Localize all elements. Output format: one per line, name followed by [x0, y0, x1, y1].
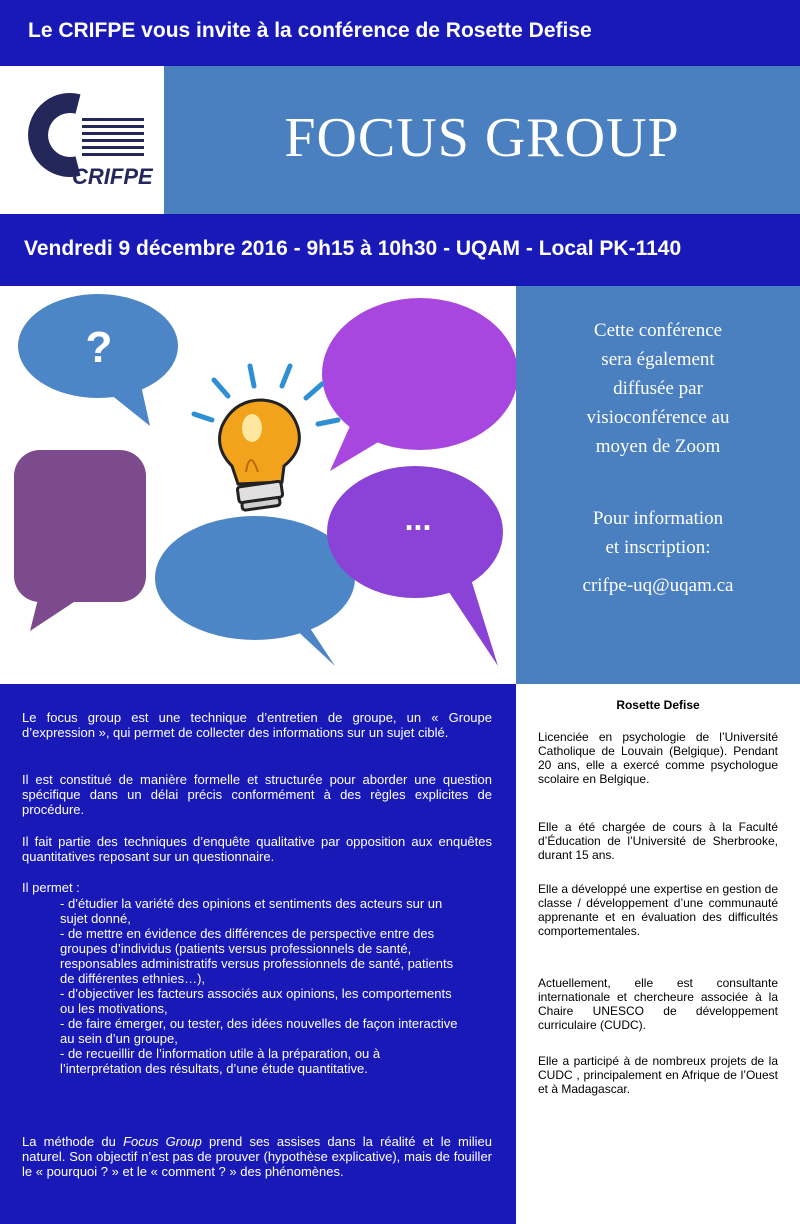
contact-line-1: Pour information	[592, 508, 724, 529]
list-item: - d’objectiver les facteurs associés aux opinions, les comportements ou les motivations,	[60, 986, 452, 1016]
bio-paragraph-projects: Elle a participé à de nombreux projets de la CUDC , principalement en Afrique de l’Ouest et à Madagascar.	[538, 1054, 778, 1096]
permet-heading: Il permet :	[22, 880, 80, 895]
crifpe-logo-text: CRIFPE	[72, 164, 153, 189]
contact-line-2: et inscription:	[605, 537, 711, 558]
bio-paragraph-expertise: Elle a développé une expertise en gestion de classe / développement d’une communauté apprenante et en évaluation des difficultés comportementales.	[538, 882, 778, 938]
info-panel	[516, 286, 800, 684]
ellipsis-text: ...	[404, 501, 432, 537]
zoom-line-5: moyen de Zoom	[595, 436, 721, 457]
speaker-name: Rosette Defise	[616, 698, 700, 712]
description-panel	[0, 684, 516, 1224]
blue-bottom-bubble	[155, 516, 355, 640]
event-date-location: Vendredi 9 décembre 2016 - 9h15 à 10h30 - UQAM - Local PK-1140	[24, 237, 682, 260]
date-bar	[0, 214, 800, 286]
speaker-bio-panel	[516, 684, 800, 1224]
bio-paragraph-teaching: Elle a été chargée de cours à la Faculté d’Éducation de l’Université de Sherbrooke, durant 15 ans.	[538, 820, 778, 862]
question-mark: ?	[85, 323, 113, 372]
list-item: - de recueillir de l’information utile à la préparation, ou à l’interprétation des résultats, d’une étude quantitative.	[60, 1046, 381, 1076]
method-text-emphasis: Focus Group	[123, 1134, 202, 1149]
contact-email-link[interactable]: crifpe-uq@uqam.ca	[582, 575, 734, 596]
top-banner	[0, 0, 800, 66]
benefits-list	[60, 896, 460, 1076]
bio-paragraph-current: Actuellement, elle est consultante internationale et chercheure associée à la Chaire UNESCO de développement curriculaire (CUDC).	[538, 976, 778, 1032]
method-text-end: prend ses assises dans la réalité et le milieu naturel. Son objectif n’est pas de prouver (hypothèse explicative), mais de fouiller le « pourquoi ? » et le « comment ? » des phénomènes.	[22, 1134, 492, 1179]
zoom-line-2: sera également	[601, 349, 715, 370]
zoom-line-3: diffusée par	[613, 378, 703, 399]
invitation-heading: Le CRIFPE vous invite à la conférence de Rosette Defise	[28, 19, 592, 42]
speech-bubbles-illustration	[0, 286, 516, 684]
crifpe-logo-graphic	[0, 66, 164, 214]
lightbulb-icon	[194, 366, 338, 510]
list-item: - de faire émerger, ou tester, des idées nouvelles de façon interactive au sein d’un groupe,	[60, 1016, 458, 1046]
bio-paragraph-education: Licenciée en psychologie de l’Université Catholique de Louvain (Belgique). Pendant 20 ans, elle a exercé comme psychologue scolaire en Belgique.	[538, 730, 778, 786]
list-item: - de mettre en évidence des différences de perspective entre des groupes d’individus (patients versus professionnels de santé, responsables administratifs versus professionnels de santé, patients de différentes ethnies…),	[60, 926, 454, 986]
title-panel	[164, 66, 800, 214]
plum-bubble	[14, 450, 146, 602]
method-text-start: La méthode du	[22, 1134, 124, 1149]
page-title: FOCUS GROUP	[284, 107, 680, 169]
speech-bubbles-graphic	[0, 286, 516, 684]
zoom-line-4: visioconférence au	[586, 407, 730, 428]
paragraph-structure: Il est constitué de manière formelle et structurée pour aborder une question spécifique dans un délai précis conformément à des règles explicites de procédure.	[22, 772, 492, 817]
crifpe-logo	[0, 66, 164, 214]
list-item: - d’étudier la variété des opinions et sentiments des acteurs sur un sujet donné,	[60, 896, 443, 926]
paragraph-definition: Le focus group est une technique d’entretien de groupe, un « Groupe d’expression », qui permet de collecter des informations sur un sujet ciblé.	[22, 710, 492, 740]
paragraph-method	[22, 1134, 492, 1179]
paragraph-qualitative: Il fait partie des techniques d’enquête qualitative par opposition aux enquêtes quantitatives reposant sur un questionnaire.	[22, 834, 492, 864]
zoom-line-1: Cette conférence	[593, 320, 723, 341]
